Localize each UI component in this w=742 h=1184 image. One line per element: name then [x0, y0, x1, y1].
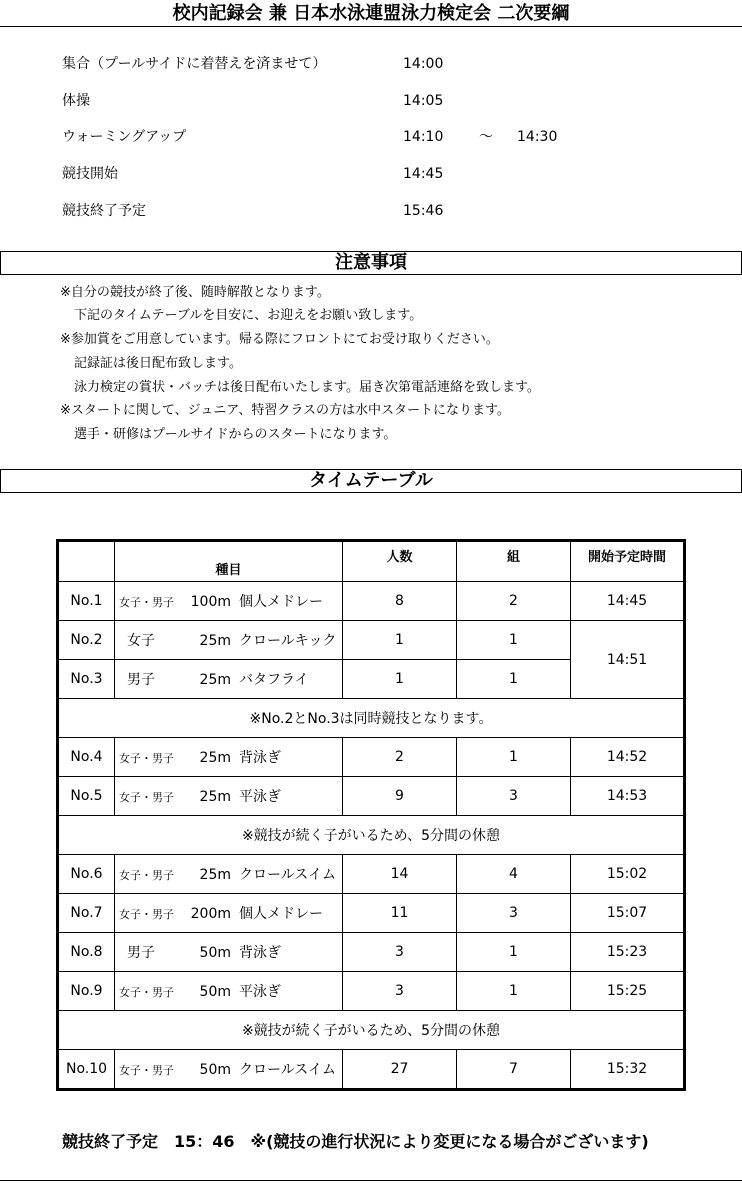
- event-stroke: 個人メドレー: [239, 594, 323, 610]
- schedule-label: 体操: [62, 93, 90, 109]
- note-line: ※スタートに関して、ジュニア、特習クラスの方は水中スタートになります。: [60, 403, 510, 418]
- header-count: [343, 541, 457, 582]
- header-start-label: 開始予定時間: [587, 550, 666, 565]
- table-row: [58, 738, 685, 777]
- event-stroke: 平泳ぎ: [239, 789, 281, 805]
- event-gender: 男子: [127, 672, 155, 688]
- event-no: No.10: [58, 1050, 115, 1090]
- event-groups: 1: [457, 972, 571, 1011]
- note-line: 記録証は後日配布致します。: [74, 356, 242, 371]
- table-note-row: [58, 816, 685, 855]
- event-start: 14:45: [571, 582, 685, 621]
- schedule-label: 集合（プールサイドに着替えを済ませて）: [62, 56, 327, 72]
- table-row: [58, 621, 685, 660]
- event-stroke: クロールスイム: [239, 1062, 337, 1078]
- event-groups: 1: [457, 738, 571, 777]
- event-count: 8: [343, 582, 457, 621]
- table-note-row: [58, 699, 685, 738]
- schedule-label: 競技終了予定: [62, 203, 146, 219]
- page-title: 校内記録会 兼 日本水泳連盟泳力検定会 二次要綱: [172, 3, 570, 24]
- event-groups: 2: [457, 582, 571, 621]
- table-row: [58, 894, 685, 933]
- event-start: 14:53: [571, 777, 685, 816]
- event-start: 15:25: [571, 972, 685, 1011]
- schedule-time: 14:00: [403, 56, 444, 72]
- header-event: [115, 541, 343, 582]
- event-distance: 50m: [199, 984, 231, 1000]
- header-groups-label: 組: [506, 550, 520, 565]
- event-distance: 25m: [199, 867, 231, 883]
- event-distance: 50m: [199, 945, 231, 961]
- event-no: No.8: [58, 933, 115, 972]
- event-gender: 男子: [127, 945, 155, 961]
- event-no: No.3: [58, 660, 115, 699]
- event-start: 15:07: [571, 894, 685, 933]
- event-groups: 4: [457, 855, 571, 894]
- event-stroke: バタフライ: [239, 672, 309, 688]
- event-distance: 25m: [199, 750, 231, 766]
- event-stroke: 背泳ぎ: [239, 945, 281, 961]
- event-cell: [115, 894, 343, 933]
- timetable-table: [56, 539, 686, 1091]
- header-event-label: 種目: [215, 563, 242, 578]
- event-cell: [115, 972, 343, 1011]
- schedule-tilde: ～: [479, 129, 493, 145]
- notes-title: 注意事項: [335, 252, 407, 273]
- timetable-title: タイムテーブル: [309, 470, 433, 491]
- header-rule: [0, 26, 742, 27]
- event-gender: 女子・男子: [119, 1064, 174, 1077]
- event-count: 1: [343, 621, 457, 660]
- event-cell: [115, 777, 343, 816]
- schedule-end-time: 14:30: [517, 129, 558, 145]
- event-no: No.6: [58, 855, 115, 894]
- header-no: [58, 541, 115, 582]
- table-note: ※No.2とNo.3は同時競技となります。: [58, 699, 685, 738]
- event-groups: 3: [457, 777, 571, 816]
- event-gender: 女子・男子: [119, 986, 174, 999]
- event-start: 15:23: [571, 933, 685, 972]
- event-distance: 25m: [199, 789, 231, 805]
- event-stroke: 背泳ぎ: [239, 750, 281, 766]
- table-row: [58, 582, 685, 621]
- event-gender: 女子・男子: [119, 596, 174, 609]
- table-note-row: [58, 1011, 685, 1050]
- event-distance: 25m: [199, 633, 231, 649]
- header-count-label: 人数: [386, 550, 413, 565]
- header-groups: [457, 541, 571, 582]
- event-count: 3: [343, 933, 457, 972]
- event-gender: 女子・男子: [119, 791, 174, 804]
- event-no: No.9: [58, 972, 115, 1011]
- note-line: 選手・研修はプールサイドからのスタートになります。: [74, 427, 397, 442]
- event-count: 11: [343, 894, 457, 933]
- event-no: No.1: [58, 582, 115, 621]
- event-count: 27: [343, 1050, 457, 1090]
- event-distance: 200m: [190, 906, 231, 922]
- event-cell: [115, 660, 343, 699]
- event-gender: 女子・男子: [119, 869, 174, 882]
- event-stroke: クロールキック: [239, 633, 337, 649]
- event-cell: [115, 582, 343, 621]
- table-note: ※競技が続く子がいるため、5分間の休憩: [58, 1011, 685, 1050]
- event-groups: 1: [457, 933, 571, 972]
- event-groups: 1: [457, 660, 571, 699]
- event-distance: 25m: [199, 672, 231, 688]
- event-count: 2: [343, 738, 457, 777]
- footer-rule: [0, 1180, 742, 1181]
- event-gender: 女子・男子: [119, 908, 174, 921]
- schedule-time: 15:46: [403, 203, 444, 219]
- event-cell: [115, 855, 343, 894]
- event-start: 15:02: [571, 855, 685, 894]
- event-no: No.5: [58, 777, 115, 816]
- note-line: ※自分の競技が終了後、随時解散となります。: [60, 285, 330, 300]
- event-cell: [115, 738, 343, 777]
- event-gender: 女子: [127, 633, 155, 649]
- note-line: 泳力検定の賞状・バッチは後日配布いたします。届き次第電話連絡を致します。: [74, 380, 540, 395]
- table-row: [58, 972, 685, 1011]
- table-row: [58, 1050, 685, 1090]
- header-start: [571, 541, 685, 582]
- event-start: 14:51: [571, 621, 685, 699]
- event-no: No.2: [58, 621, 115, 660]
- event-stroke: 平泳ぎ: [239, 984, 281, 1000]
- event-distance: 50m: [199, 1062, 231, 1078]
- event-stroke: クロールスイム: [239, 867, 337, 883]
- table-row: [58, 777, 685, 816]
- table-row: [58, 933, 685, 972]
- event-count: 3: [343, 972, 457, 1011]
- event-gender: 女子・男子: [119, 752, 174, 765]
- schedule-label: 競技開始: [62, 166, 118, 182]
- event-groups: 1: [457, 621, 571, 660]
- schedule-time: 14:05: [403, 93, 444, 109]
- table-header-row: [58, 541, 685, 582]
- schedule-time: 14:10: [403, 129, 444, 145]
- event-distance: 100m: [190, 594, 231, 610]
- schedule-label: ウォーミングアップ: [62, 129, 187, 145]
- event-count: 14: [343, 855, 457, 894]
- schedule-time: 14:45: [403, 166, 444, 182]
- event-count: 9: [343, 777, 457, 816]
- event-groups: 3: [457, 894, 571, 933]
- footer-note: 競技終了予定 15：46 ※(競技の進行状況により変更になる場合がございます): [62, 1132, 649, 1151]
- event-start: 14:52: [571, 738, 685, 777]
- event-stroke: 個人メドレー: [239, 906, 323, 922]
- event-no: No.4: [58, 738, 115, 777]
- event-groups: 7: [457, 1050, 571, 1090]
- event-start: 15:32: [571, 1050, 685, 1090]
- note-line: ※参加賞をご用意しています。帰る際にフロントにてお受け取りください。: [60, 332, 499, 347]
- event-cell: [115, 933, 343, 972]
- note-line: 下記のタイムテーブルを目安に、お迎えをお願い致します。: [74, 308, 423, 323]
- event-cell: [115, 1050, 343, 1090]
- event-no: No.7: [58, 894, 115, 933]
- event-cell: [115, 621, 343, 660]
- table-row: [58, 855, 685, 894]
- table-note: ※競技が続く子がいるため、5分間の休憩: [58, 816, 685, 855]
- event-count: 1: [343, 660, 457, 699]
